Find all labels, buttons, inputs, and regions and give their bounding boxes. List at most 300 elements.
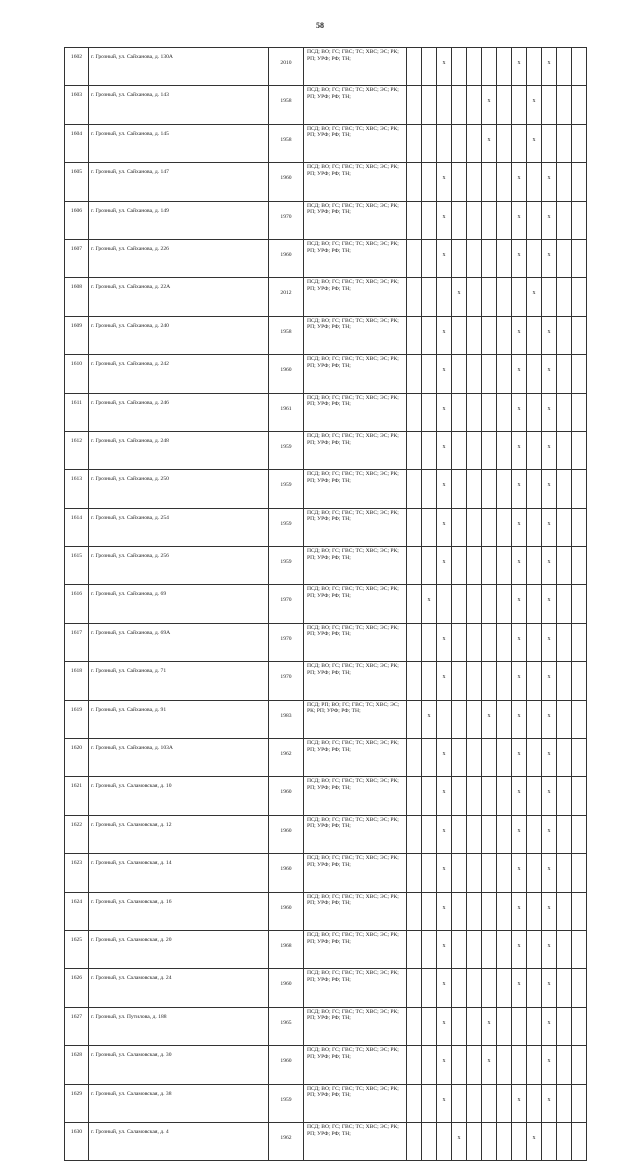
mark-cell — [407, 739, 422, 777]
mark-cell — [527, 585, 542, 623]
mark-cell — [452, 969, 467, 1007]
mark-cell — [497, 470, 512, 508]
mark-cell — [527, 431, 542, 469]
row-number: 1614 — [65, 508, 89, 546]
mark-cell — [482, 623, 497, 661]
mark-x: x — [512, 777, 527, 815]
row-number: 1621 — [65, 777, 89, 815]
table-row — [65, 1122, 587, 1160]
mark-x: x — [482, 1007, 497, 1045]
mark-cell — [437, 124, 452, 162]
mark-cell — [557, 316, 572, 354]
row-codes: ПСД; ВО; ГС; ГВС; ТС; ХВС; ЭС; РК; РП; УРФ; РФ; ТН; — [304, 739, 407, 777]
mark-cell — [452, 201, 467, 239]
mark-x: x — [542, 316, 557, 354]
row-year: 1960 — [269, 777, 304, 815]
row-codes: ПСД; ВО; ГС; ГВС; ТС; ХВС; ЭС; РК; РП; УРФ; РФ; ТН; — [304, 470, 407, 508]
mark-x: x — [542, 969, 557, 1007]
table-row — [65, 124, 587, 162]
mark-cell — [512, 86, 527, 124]
mark-cell — [452, 892, 467, 930]
row-number: 1617 — [65, 623, 89, 661]
mark-cell — [422, 201, 437, 239]
mark-x: x — [437, 623, 452, 661]
row-year: 2010 — [269, 48, 304, 86]
row-year: 1958 — [269, 124, 304, 162]
mark-cell — [452, 1007, 467, 1045]
table-row — [65, 662, 587, 700]
mark-cell — [452, 1046, 467, 1084]
row-codes: ПСД; ВО; ГС; ГВС; ТС; ХВС; ЭС; РК; РП; УРФ; РФ; ТН; — [304, 316, 407, 354]
mark-cell — [527, 163, 542, 201]
row-address: г. Грозный, ул. Сайханова, д. 91 — [89, 700, 269, 738]
mark-cell — [557, 393, 572, 431]
row-year: 1959 — [269, 508, 304, 546]
mark-cell — [422, 124, 437, 162]
mark-x: x — [542, 470, 557, 508]
mark-cell — [482, 1084, 497, 1122]
mark-cell — [497, 239, 512, 277]
row-address: г. Грозный, ул. Сайханова, д. 149 — [89, 201, 269, 239]
mark-cell — [572, 854, 587, 892]
mark-cell — [407, 239, 422, 277]
mark-cell — [407, 316, 422, 354]
row-year: 1965 — [269, 1007, 304, 1045]
row-codes: ПСД; ВО; ГС; ГВС; ТС; ХВС; ЭС; РК; РП; УРФ; РФ; ТН; — [304, 662, 407, 700]
mark-cell — [422, 316, 437, 354]
mark-x: x — [512, 470, 527, 508]
table-row — [65, 547, 587, 585]
mark-cell — [482, 1122, 497, 1160]
row-year: 1960 — [269, 854, 304, 892]
mark-x: x — [542, 431, 557, 469]
mark-cell — [557, 700, 572, 738]
mark-cell — [437, 700, 452, 738]
row-year: 1962 — [269, 739, 304, 777]
mark-cell — [557, 1122, 572, 1160]
mark-cell — [557, 239, 572, 277]
mark-cell — [497, 393, 512, 431]
mark-cell — [497, 585, 512, 623]
mark-x: x — [542, 163, 557, 201]
mark-cell — [557, 508, 572, 546]
row-year: 1962 — [269, 1122, 304, 1160]
mark-cell — [407, 278, 422, 316]
row-number: 1618 — [65, 662, 89, 700]
mark-cell — [482, 239, 497, 277]
row-address: г. Грозный, ул. Сайханова, д. 143 — [89, 86, 269, 124]
mark-cell — [527, 930, 542, 968]
mark-x: x — [542, 1046, 557, 1084]
row-number: 1620 — [65, 739, 89, 777]
mark-cell — [557, 623, 572, 661]
mark-cell — [437, 278, 452, 316]
mark-cell — [572, 815, 587, 853]
mark-cell — [527, 739, 542, 777]
mark-cell — [482, 930, 497, 968]
row-codes: ПСД; ВО; ГС; ГВС; ТС; ХВС; ЭС; РК; РП; УРФ; РФ; ТН; — [304, 585, 407, 623]
row-number: 1605 — [65, 163, 89, 201]
mark-x: x — [437, 1007, 452, 1045]
mark-cell — [497, 854, 512, 892]
row-year: 1983 — [269, 700, 304, 738]
mark-cell — [557, 930, 572, 968]
mark-cell — [497, 739, 512, 777]
row-year: 1970 — [269, 585, 304, 623]
mark-cell — [482, 316, 497, 354]
mark-x: x — [437, 815, 452, 853]
mark-cell — [467, 163, 482, 201]
table-row — [65, 278, 587, 316]
mark-cell — [422, 1046, 437, 1084]
mark-cell — [482, 892, 497, 930]
mark-cell — [527, 1046, 542, 1084]
row-number: 1627 — [65, 1007, 89, 1045]
mark-cell — [497, 969, 512, 1007]
mark-cell — [407, 1046, 422, 1084]
mark-cell — [497, 201, 512, 239]
mark-cell — [407, 700, 422, 738]
mark-x: x — [542, 1007, 557, 1045]
mark-cell — [437, 86, 452, 124]
mark-x: x — [512, 930, 527, 968]
mark-cell — [467, 1122, 482, 1160]
table-row — [65, 1046, 587, 1084]
mark-x: x — [437, 777, 452, 815]
mark-cell — [482, 48, 497, 86]
row-number: 1602 — [65, 48, 89, 86]
mark-x: x — [422, 700, 437, 738]
mark-cell — [527, 547, 542, 585]
table-row — [65, 163, 587, 201]
mark-cell — [422, 86, 437, 124]
mark-x: x — [542, 662, 557, 700]
mark-cell — [422, 930, 437, 968]
table-row — [65, 815, 587, 853]
mark-cell — [452, 239, 467, 277]
mark-x: x — [512, 892, 527, 930]
mark-cell — [452, 700, 467, 738]
mark-cell — [467, 1084, 482, 1122]
row-year: 1970 — [269, 662, 304, 700]
mark-cell — [527, 892, 542, 930]
mark-cell — [512, 1007, 527, 1045]
mark-cell — [422, 1007, 437, 1045]
mark-cell — [572, 163, 587, 201]
mark-cell — [407, 623, 422, 661]
mark-x: x — [527, 124, 542, 162]
mark-cell — [497, 48, 512, 86]
mark-cell — [467, 316, 482, 354]
mark-cell — [497, 431, 512, 469]
mark-cell — [542, 124, 557, 162]
table-row — [65, 470, 587, 508]
mark-cell — [422, 854, 437, 892]
mark-cell — [497, 892, 512, 930]
mark-x: x — [542, 777, 557, 815]
mark-cell — [557, 585, 572, 623]
mark-cell — [497, 623, 512, 661]
mark-x: x — [437, 1084, 452, 1122]
mark-cell — [452, 547, 467, 585]
mark-cell — [407, 508, 422, 546]
mark-cell — [497, 355, 512, 393]
mark-x: x — [512, 700, 527, 738]
mark-cell — [422, 739, 437, 777]
mark-cell — [572, 700, 587, 738]
mark-cell — [497, 508, 512, 546]
row-year: 1959 — [269, 470, 304, 508]
mark-cell — [452, 623, 467, 661]
mark-x: x — [512, 239, 527, 277]
mark-x: x — [542, 508, 557, 546]
mark-cell — [572, 1122, 587, 1160]
mark-x: x — [437, 431, 452, 469]
mark-cell — [467, 623, 482, 661]
mark-cell — [467, 1007, 482, 1045]
mark-cell — [407, 777, 422, 815]
mark-cell — [527, 700, 542, 738]
mark-cell — [557, 969, 572, 1007]
mark-x: x — [542, 815, 557, 853]
mark-x: x — [542, 393, 557, 431]
mark-cell — [437, 1122, 452, 1160]
mark-cell — [452, 777, 467, 815]
mark-cell — [422, 1084, 437, 1122]
mark-x: x — [542, 623, 557, 661]
mark-cell — [572, 316, 587, 354]
row-address: г. Грозный, ул. Саламовская, д. 38 — [89, 1084, 269, 1122]
row-address: г. Грозный, ул. Саламовская, д. 20 — [89, 930, 269, 968]
mark-x: x — [512, 48, 527, 86]
mark-x: x — [512, 739, 527, 777]
row-address: г. Грозный, ул. Сайханова, д. 246 — [89, 393, 269, 431]
mark-cell — [557, 431, 572, 469]
mark-cell — [467, 278, 482, 316]
mark-x: x — [437, 739, 452, 777]
mark-x: x — [437, 470, 452, 508]
mark-cell — [407, 930, 422, 968]
mark-cell — [407, 48, 422, 86]
mark-cell — [527, 355, 542, 393]
row-address: г. Грозный, ул. Саламовская, д. 14 — [89, 854, 269, 892]
mark-x: x — [512, 623, 527, 661]
mark-cell — [467, 585, 482, 623]
mark-x: x — [437, 662, 452, 700]
table-row — [65, 700, 587, 738]
table-row — [65, 239, 587, 277]
mark-cell — [482, 163, 497, 201]
table-row — [65, 623, 587, 661]
row-number: 1629 — [65, 1084, 89, 1122]
mark-cell — [407, 854, 422, 892]
mark-cell — [497, 547, 512, 585]
mark-cell — [557, 1007, 572, 1045]
mark-cell — [452, 739, 467, 777]
mark-cell — [497, 124, 512, 162]
mark-cell — [467, 48, 482, 86]
mark-cell — [527, 623, 542, 661]
row-address: г. Грозный, ул. Сайханова, д. 22А — [89, 278, 269, 316]
mark-x: x — [527, 86, 542, 124]
mark-cell — [527, 201, 542, 239]
row-codes: ПСД; ВО; ГС; ГВС; ТС; ХВС; ЭС; РК; РП; УРФ; РФ; ТН; — [304, 431, 407, 469]
mark-cell — [467, 201, 482, 239]
mark-cell — [422, 48, 437, 86]
mark-x: x — [512, 201, 527, 239]
row-codes: ПСД; ВО; ГС; ГВС; ТС; ХВС; ЭС; РК; РП; УРФ; РФ; ТН; — [304, 1046, 407, 1084]
row-address: г. Грозный, ул. Сайханова, д. 69А — [89, 623, 269, 661]
mark-cell — [482, 355, 497, 393]
mark-cell — [527, 777, 542, 815]
row-address: г. Грозный, ул. Сайханова, д. 254 — [89, 508, 269, 546]
mark-x: x — [527, 278, 542, 316]
mark-cell — [527, 969, 542, 1007]
mark-cell — [572, 585, 587, 623]
mark-x: x — [512, 316, 527, 354]
row-address: г. Грозный, ул. Саламовская, д. 24 — [89, 969, 269, 1007]
mark-cell — [557, 739, 572, 777]
row-year: 1959 — [269, 1084, 304, 1122]
row-number: 1609 — [65, 316, 89, 354]
mark-cell — [422, 662, 437, 700]
table-row — [65, 739, 587, 777]
row-address: г. Грозный, ул. Сайханова, д. 69 — [89, 585, 269, 623]
mark-cell — [557, 278, 572, 316]
mark-cell — [557, 86, 572, 124]
row-codes: ПСД; ВО; ГС; ГВС; ТС; ХВС; ЭС; РК; РП; УРФ; РФ; ТН; — [304, 854, 407, 892]
mark-cell — [452, 316, 467, 354]
row-number: 1604 — [65, 124, 89, 162]
mark-cell — [452, 930, 467, 968]
mark-cell — [452, 1084, 467, 1122]
row-year: 1960 — [269, 969, 304, 1007]
mark-cell — [572, 508, 587, 546]
row-number: 1628 — [65, 1046, 89, 1084]
mark-cell — [467, 1046, 482, 1084]
mark-cell — [407, 815, 422, 853]
row-address: г. Грозный, ул. Сайханова, д. 242 — [89, 355, 269, 393]
mark-x: x — [542, 239, 557, 277]
row-number: 1619 — [65, 700, 89, 738]
mark-cell — [527, 815, 542, 853]
mark-cell — [407, 86, 422, 124]
mark-cell — [572, 547, 587, 585]
mark-cell — [572, 431, 587, 469]
row-address: г. Грозный, ул. Сайханова, д. 240 — [89, 316, 269, 354]
row-address: г. Грозный, ул. Путилова, д. 188 — [89, 1007, 269, 1045]
row-number: 1625 — [65, 930, 89, 968]
row-number: 1611 — [65, 393, 89, 431]
mark-x: x — [482, 124, 497, 162]
table-row — [65, 508, 587, 546]
row-address: г. Грозный, ул. Саламовская, д. 10 — [89, 777, 269, 815]
row-number: 1613 — [65, 470, 89, 508]
mark-x: x — [482, 1046, 497, 1084]
mark-cell — [497, 278, 512, 316]
mark-cell — [407, 431, 422, 469]
mark-cell — [467, 393, 482, 431]
mark-x: x — [512, 508, 527, 546]
mark-x: x — [512, 662, 527, 700]
mark-x: x — [542, 585, 557, 623]
mark-cell — [557, 124, 572, 162]
mark-x: x — [452, 278, 467, 316]
mark-cell — [422, 470, 437, 508]
row-number: 1608 — [65, 278, 89, 316]
row-address: г. Грозный, ул. Сайханова, д. 248 — [89, 431, 269, 469]
mark-cell — [572, 124, 587, 162]
mark-cell — [482, 201, 497, 239]
mark-cell — [422, 431, 437, 469]
mark-cell — [467, 86, 482, 124]
row-number: 1630 — [65, 1122, 89, 1160]
row-codes: ПСД; ВО; ГС; ГВС; ТС; ХВС; ЭС; РК; РП; УРФ; РФ; ТН; — [304, 278, 407, 316]
mark-cell — [557, 547, 572, 585]
mark-cell — [527, 854, 542, 892]
mark-x: x — [527, 1122, 542, 1160]
mark-cell — [407, 163, 422, 201]
mark-cell — [497, 815, 512, 853]
row-address: г. Грозный, ул. Саламовская, д. 4 — [89, 1122, 269, 1160]
mark-cell — [572, 48, 587, 86]
row-number: 1612 — [65, 431, 89, 469]
mark-cell — [482, 393, 497, 431]
mark-x: x — [542, 547, 557, 585]
row-codes: ПСД; ВО; ГС; ГВС; ТС; ХВС; ЭС; РК; РП; УРФ; РФ; ТН; — [304, 124, 407, 162]
mark-cell — [527, 508, 542, 546]
mark-cell — [452, 470, 467, 508]
mark-cell — [467, 739, 482, 777]
mark-cell — [407, 547, 422, 585]
table-row — [65, 1084, 587, 1122]
mark-x: x — [437, 1046, 452, 1084]
mark-x: x — [437, 163, 452, 201]
row-year: 1960 — [269, 163, 304, 201]
mark-cell — [482, 662, 497, 700]
row-codes: ПСД; ВО; ГС; ГВС; ТС; ХВС; ЭС; РК; РП; УРФ; РФ; ТН; — [304, 547, 407, 585]
mark-cell — [407, 470, 422, 508]
row-year: 1960 — [269, 355, 304, 393]
row-codes: ПСД; РП; ВО; ГС; ГВС; ТС; ХВС; ЭС; РК; РП; УРФ; РФ; ТН; — [304, 700, 407, 738]
row-year: 1959 — [269, 431, 304, 469]
row-codes: ПСД; ВО; ГС; ГВС; ТС; ХВС; ЭС; РК; РП; УРФ; РФ; ТН; — [304, 393, 407, 431]
mark-cell — [512, 278, 527, 316]
row-year: 1960 — [269, 239, 304, 277]
mark-cell — [482, 777, 497, 815]
mark-x: x — [422, 585, 437, 623]
mark-cell — [452, 163, 467, 201]
mark-cell — [572, 739, 587, 777]
mark-cell — [437, 585, 452, 623]
mark-cell — [527, 662, 542, 700]
mark-x: x — [542, 930, 557, 968]
row-year: 2012 — [269, 278, 304, 316]
row-codes: ПСД; ВО; ГС; ГВС; ТС; ХВС; ЭС; РК; РП; УРФ; РФ; ТН; — [304, 48, 407, 86]
mark-cell — [467, 777, 482, 815]
mark-cell — [422, 777, 437, 815]
mark-cell — [497, 163, 512, 201]
mark-x: x — [437, 854, 452, 892]
mark-cell — [482, 278, 497, 316]
row-address: г. Грозный, ул. Сайханова, д. 147 — [89, 163, 269, 201]
mark-cell — [467, 662, 482, 700]
mark-cell — [512, 124, 527, 162]
mark-cell — [467, 930, 482, 968]
table-row — [65, 431, 587, 469]
mark-x: x — [512, 585, 527, 623]
mark-x: x — [542, 854, 557, 892]
